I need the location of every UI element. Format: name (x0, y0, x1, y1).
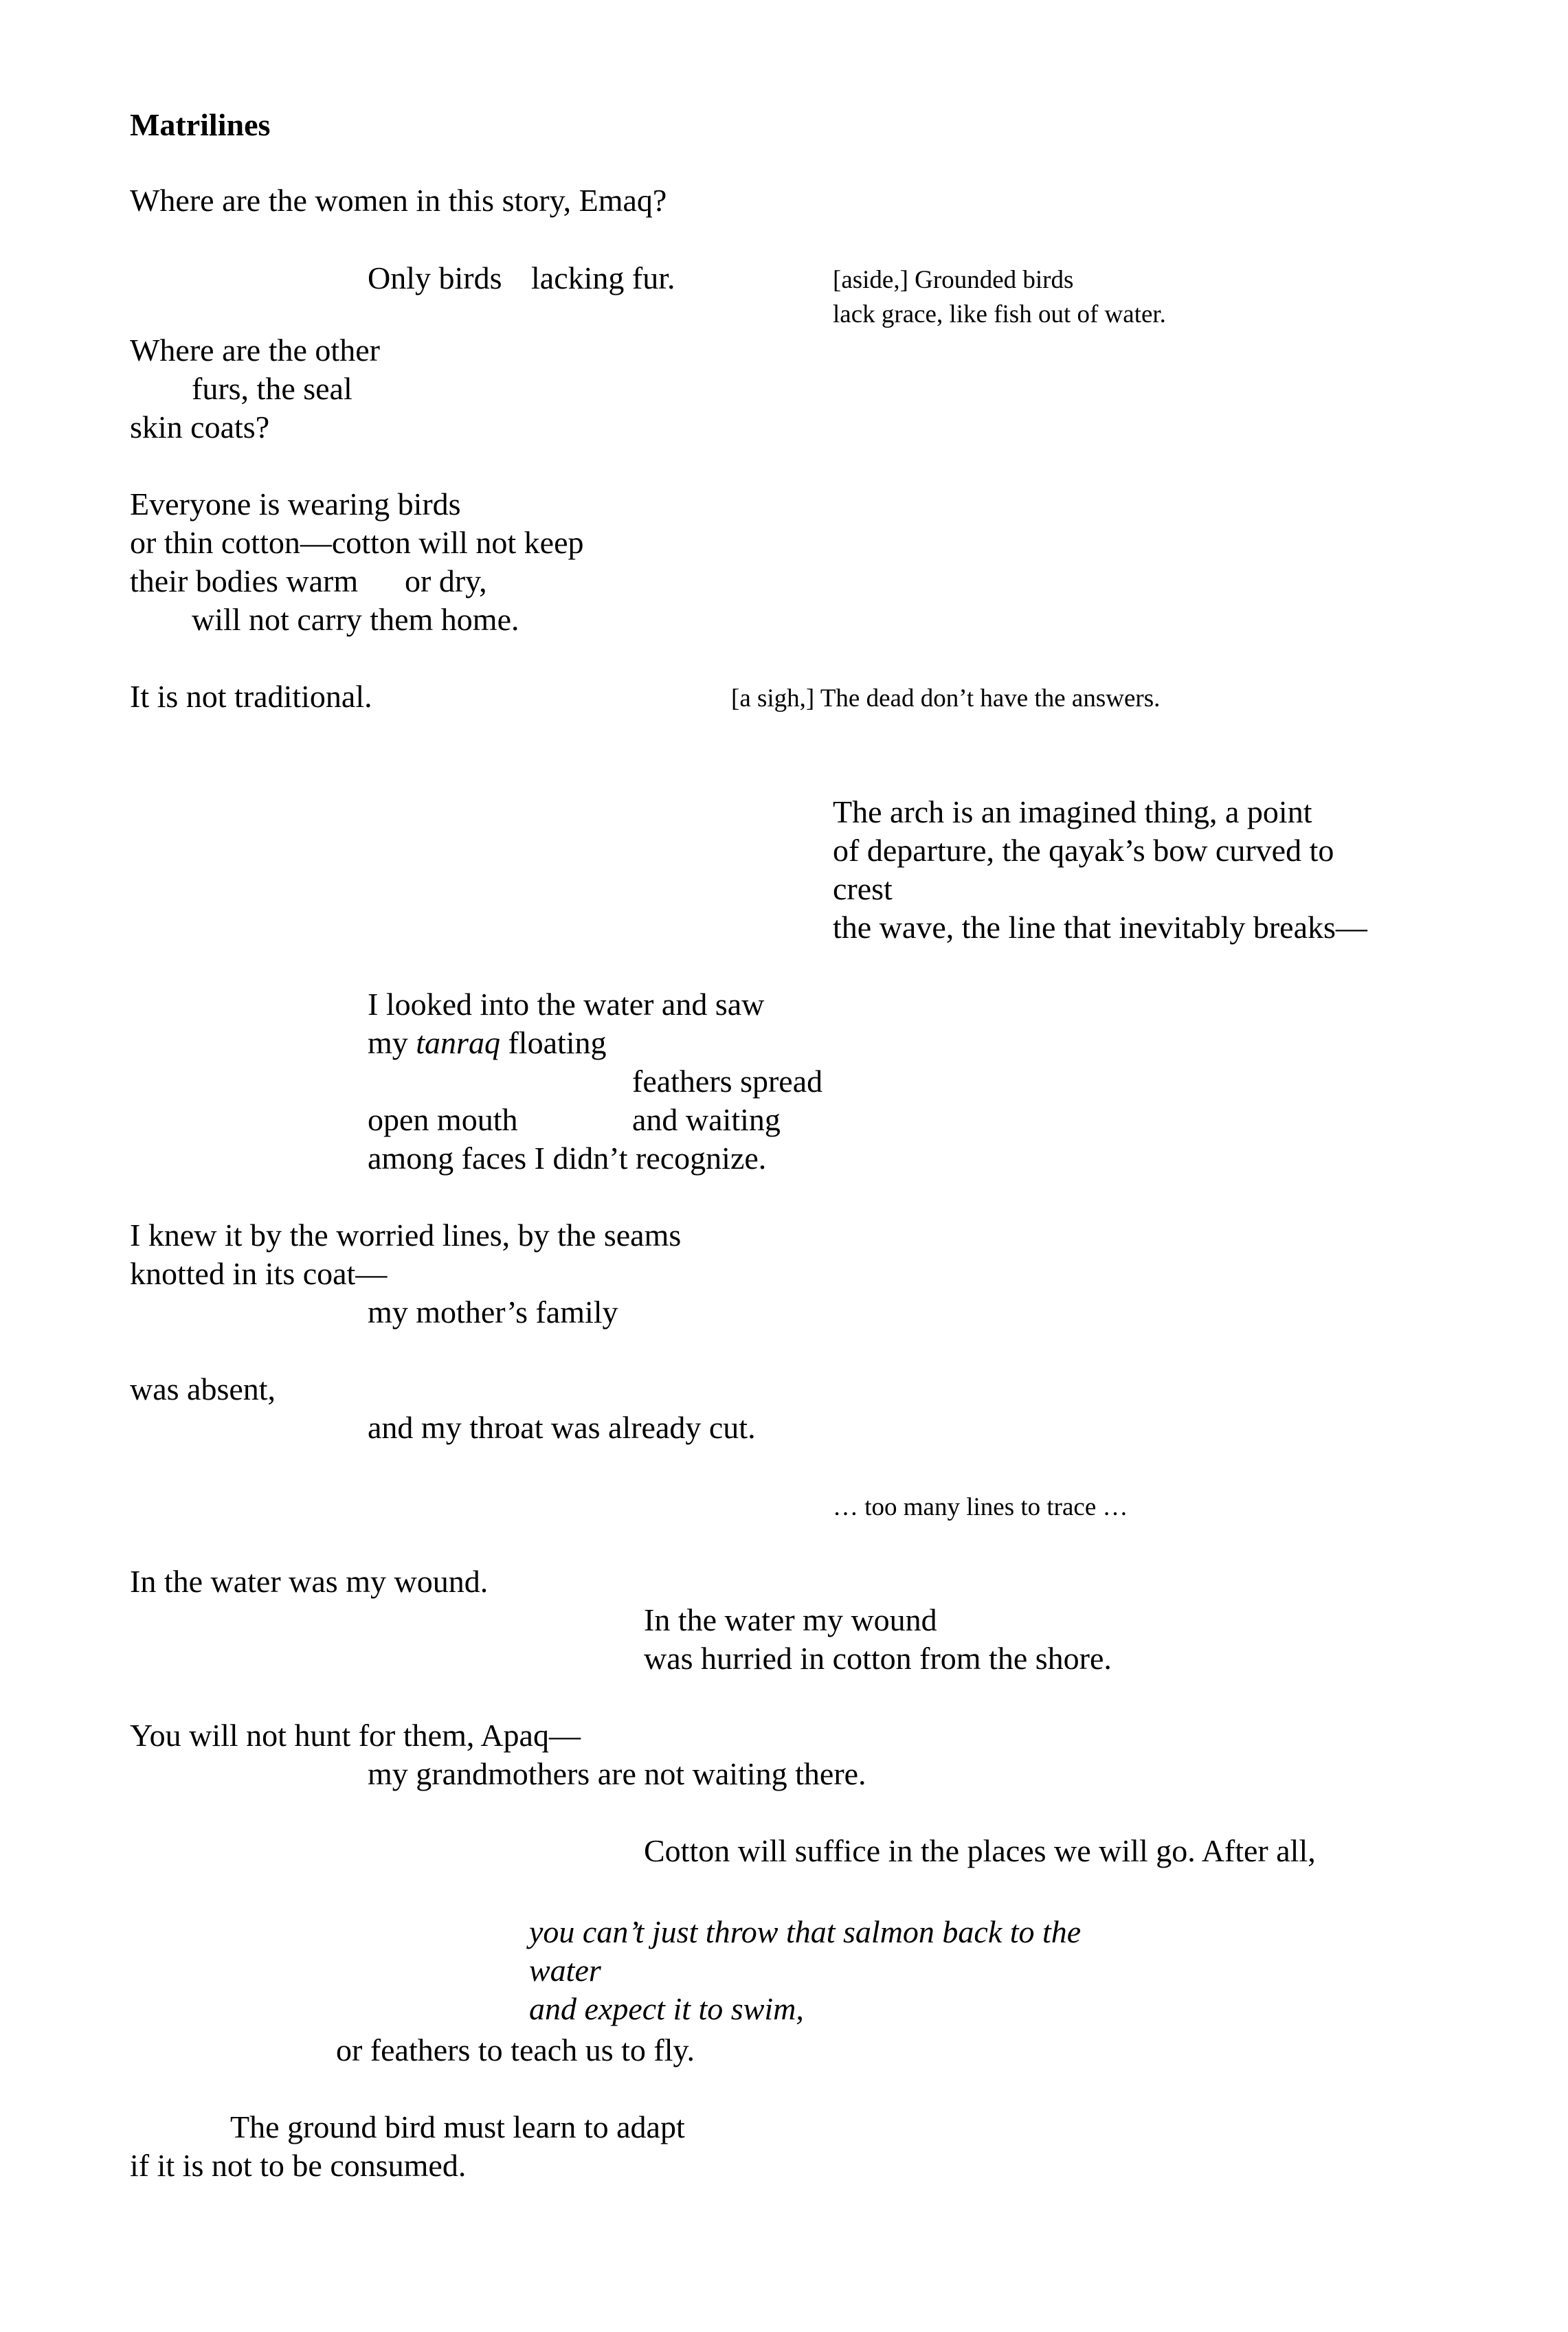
poem-line: Only birds (368, 260, 502, 295)
poem-line: my grandmothers are not waiting there. (368, 1756, 866, 1791)
aside-line: [aside,] Grounded birds (833, 266, 1074, 294)
poem-line: and waiting (632, 1102, 781, 1137)
poem-line: of departure, the qayak’s bow curved to (833, 833, 1334, 868)
poem-line: will not carry them home. (192, 602, 519, 637)
poem-line: Where are the women in this story, Emaq? (130, 183, 667, 218)
poem-line: was absent, (130, 1371, 276, 1406)
poem-line: feathers spread (632, 1064, 823, 1099)
italic-line: you can’t just throw that salmon back to the (529, 1914, 1082, 1949)
poem-title: Matrilines (130, 107, 271, 142)
italic-line: and expect it to swim, (529, 1991, 804, 2026)
poem-line: lacking fur. (531, 260, 675, 295)
poem-line: and my throat was already cut. (368, 1410, 756, 1445)
poem-line: Cotton will suffice in the places we will go. After all, (644, 1833, 1316, 1868)
poem-line: if it is not to be consumed. (130, 2148, 467, 2183)
aside-line: [a sigh,] The dead don’t have the answers. (731, 684, 1161, 713)
italic-line: water (529, 1953, 601, 1988)
poem-line: the wave, the line that inevitably breaks— (833, 910, 1367, 945)
poem-line: their bodies warm (130, 563, 359, 598)
poem-line: my tanraq floating (368, 1025, 607, 1060)
poem-line: furs, the seal (192, 371, 352, 406)
poem-line: open mouth (368, 1102, 518, 1137)
poem-line: or feathers to teach us to fly. (336, 2032, 695, 2067)
aside-line: … too many lines to trace … (833, 1493, 1128, 1521)
poem-line: knotted in its coat— (130, 1256, 388, 1291)
poem-line: The ground bird must learn to adapt (230, 2109, 685, 2144)
poem-line: my mother’s family (368, 1294, 618, 1330)
poem-line: skin coats? (130, 410, 270, 445)
poem-line: was hurried in cotton from the shore. (644, 1641, 1112, 1676)
poem-line: crest (833, 871, 893, 906)
poem-line: or thin cotton—cotton will not keep (130, 525, 584, 560)
poem-line: I looked into the water and saw (368, 987, 765, 1022)
poem-line: It is not traditional. (130, 679, 372, 714)
poem-line: You will not hunt for them, Apaq— (130, 1718, 581, 1753)
poem-line: Everyone is wearing birds (130, 486, 461, 522)
poem-line: The arch is an imagined thing, a point (833, 794, 1312, 829)
aside-line: lack grace, like fish out of water. (833, 300, 1166, 328)
poem-line: In the water my wound (644, 1602, 937, 1637)
poem-line: In the water was my wound. (130, 1564, 489, 1599)
poem-line: Where are the other (130, 333, 380, 368)
poem-line: I knew it by the worried lines, by the seams (130, 1218, 682, 1253)
italic-word: tanraq (416, 1025, 500, 1060)
poem-line: among faces I didn’t recognize. (368, 1141, 767, 1176)
poem-line: or dry, (405, 563, 487, 598)
